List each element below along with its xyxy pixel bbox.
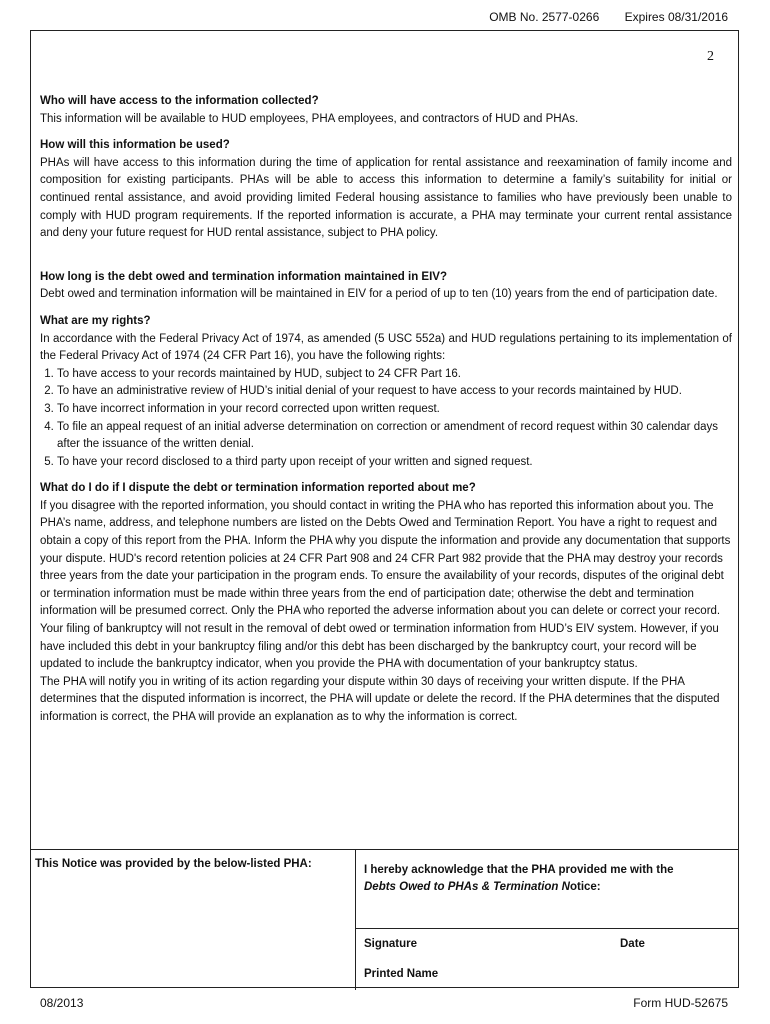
signature-label: Signature	[364, 938, 418, 950]
section-body-access: This information will be available to HUD employees, PHA employees, and contractors of HUD and PHAs.	[40, 112, 579, 125]
footer-revision-date: 08/2013	[40, 996, 84, 1010]
date-label: Date	[620, 938, 645, 950]
section-heading-retention: How long is the debt owed and termination information maintained in EIV?	[40, 270, 447, 283]
notice-title-tail: otice:	[569, 881, 601, 893]
section-heading-rights: What are my rights?	[40, 314, 151, 327]
document-content	[40, 93, 732, 727]
dispute-paragraph-3: The PHA will notify you in writing of its action regarding your dispute within 30 days of receiving your written dispute. If the PHA determines that the disputed information is incorrect, the PHA will update or delete the record. If the PHA determines that the disputed information is correct, the PHA will provide an explanation as to why the information is correct.	[40, 675, 720, 723]
dispute-paragraph-2: Your filing of bankruptcy will not result in the removal of debt owed or termination information from HUD’s EIV system. However, if you have included this debt in your bankruptcy filing and/or this debt has been discharged by the bankruptcy court, your record will be updated to include the bankruptcy indicator, when you provide the PHA with documentation of your bankruptcy status.	[40, 623, 719, 671]
pha-provider-label: This Notice was provided by the below-listed PHA:	[35, 858, 312, 870]
omb-number: OMB No. 2577-0266	[489, 10, 600, 24]
acknowledgement-line: I hereby acknowledge that the PHA provided me with the	[364, 864, 674, 876]
section-heading-access: Who will have access to the information collected?	[40, 95, 319, 107]
rights-item: 4. To file an appeal request of an initial adverse determination on correction or amendment of record request within 30 calendar days after the issuance of the written denial.	[57, 419, 732, 454]
acknowledgement-rule	[355, 928, 738, 929]
acknowledgement-document-line	[364, 879, 732, 896]
printed-name-label: Printed Name	[364, 968, 439, 980]
acknowledgement-section	[31, 849, 738, 990]
signature-row	[364, 938, 728, 950]
section-divider	[355, 850, 356, 990]
section-body-retention: Debt owed and termination information will be maintained in EIV for a period of up to ten (10) years from the end of participation date.	[40, 288, 718, 301]
acknowledgement-text	[364, 862, 732, 896]
rights-item: 3. To have incorrect information in your record corrected upon written request.	[57, 401, 732, 419]
rights-list	[40, 366, 732, 472]
rights-item: 1. To have access to your records maintained by HUD, subject to 24 CFR Part 16.	[57, 366, 732, 384]
rights-item: 2. To have an administrative review of HUD’s initial denial of your request to have access to your records maintained by HUD.	[57, 383, 732, 401]
form-header	[489, 10, 728, 24]
document-frame	[30, 30, 739, 988]
footer-form-number: Form HUD-52675	[633, 996, 728, 1010]
rights-intro: In accordance with the Federal Privacy Act of 1974, as amended (5 USC 552a) and HUD regulations pertaining to its implementation of the Federal Privacy Act of 1974 (24 CFR Part 16), you have the following rights:	[40, 332, 732, 363]
section-heading-usage: How will this information be used?	[40, 139, 230, 152]
section-heading-dispute: What do I do if I dispute the debt or termination information reported about me?	[40, 482, 476, 495]
rights-item: 5. To have your record disclosed to a third party upon receipt of your written and signed request.	[57, 454, 732, 472]
section-body-usage: PHAs will have access to this information during the time of application for rental assistance and reexamination of family income and composition for existing participants. PHAs will be able to access this information to determine a family’s suitability for initial or continued rental assistance, and avoid providing limited Federal housing assistance to families who have previously been unable to comply with HUD program requirements. If the reported information is accurate, a PHA may terminate your current rental assistance and deny your future request for HUD rental assistance, subject to PHA policy.	[40, 156, 732, 240]
notice-title: Debts Owed to PHAs & Termination N	[364, 881, 570, 893]
dispute-paragraph-1: If you disagree with the reported information, you should contact in writing the PHA who has reported this information about you. The PHA’s name, address, and telephone numbers are listed on the Debts Owed and Termination Report. You have a right to request and obtain a copy of this report from the PHA. Inform the PHA why you dispute the information and provide any documentation that supports your dispute. HUD's record retention policies at 24 CFR Part 908 and 24 CFR Part 982 provide that the PHA may destroy your records three years from the date your participation in the program ends. To ensure the availability of your records, disputes of the original debt or termination information must be made within three years from the end of participation date; otherwise the debt and termination information will be presumed correct. Only the PHA who reported the adverse information about you can delete or correct your record.	[40, 499, 731, 618]
expiration-date: Expires 08/31/2016	[624, 10, 728, 24]
page-number: 2	[707, 49, 714, 64]
